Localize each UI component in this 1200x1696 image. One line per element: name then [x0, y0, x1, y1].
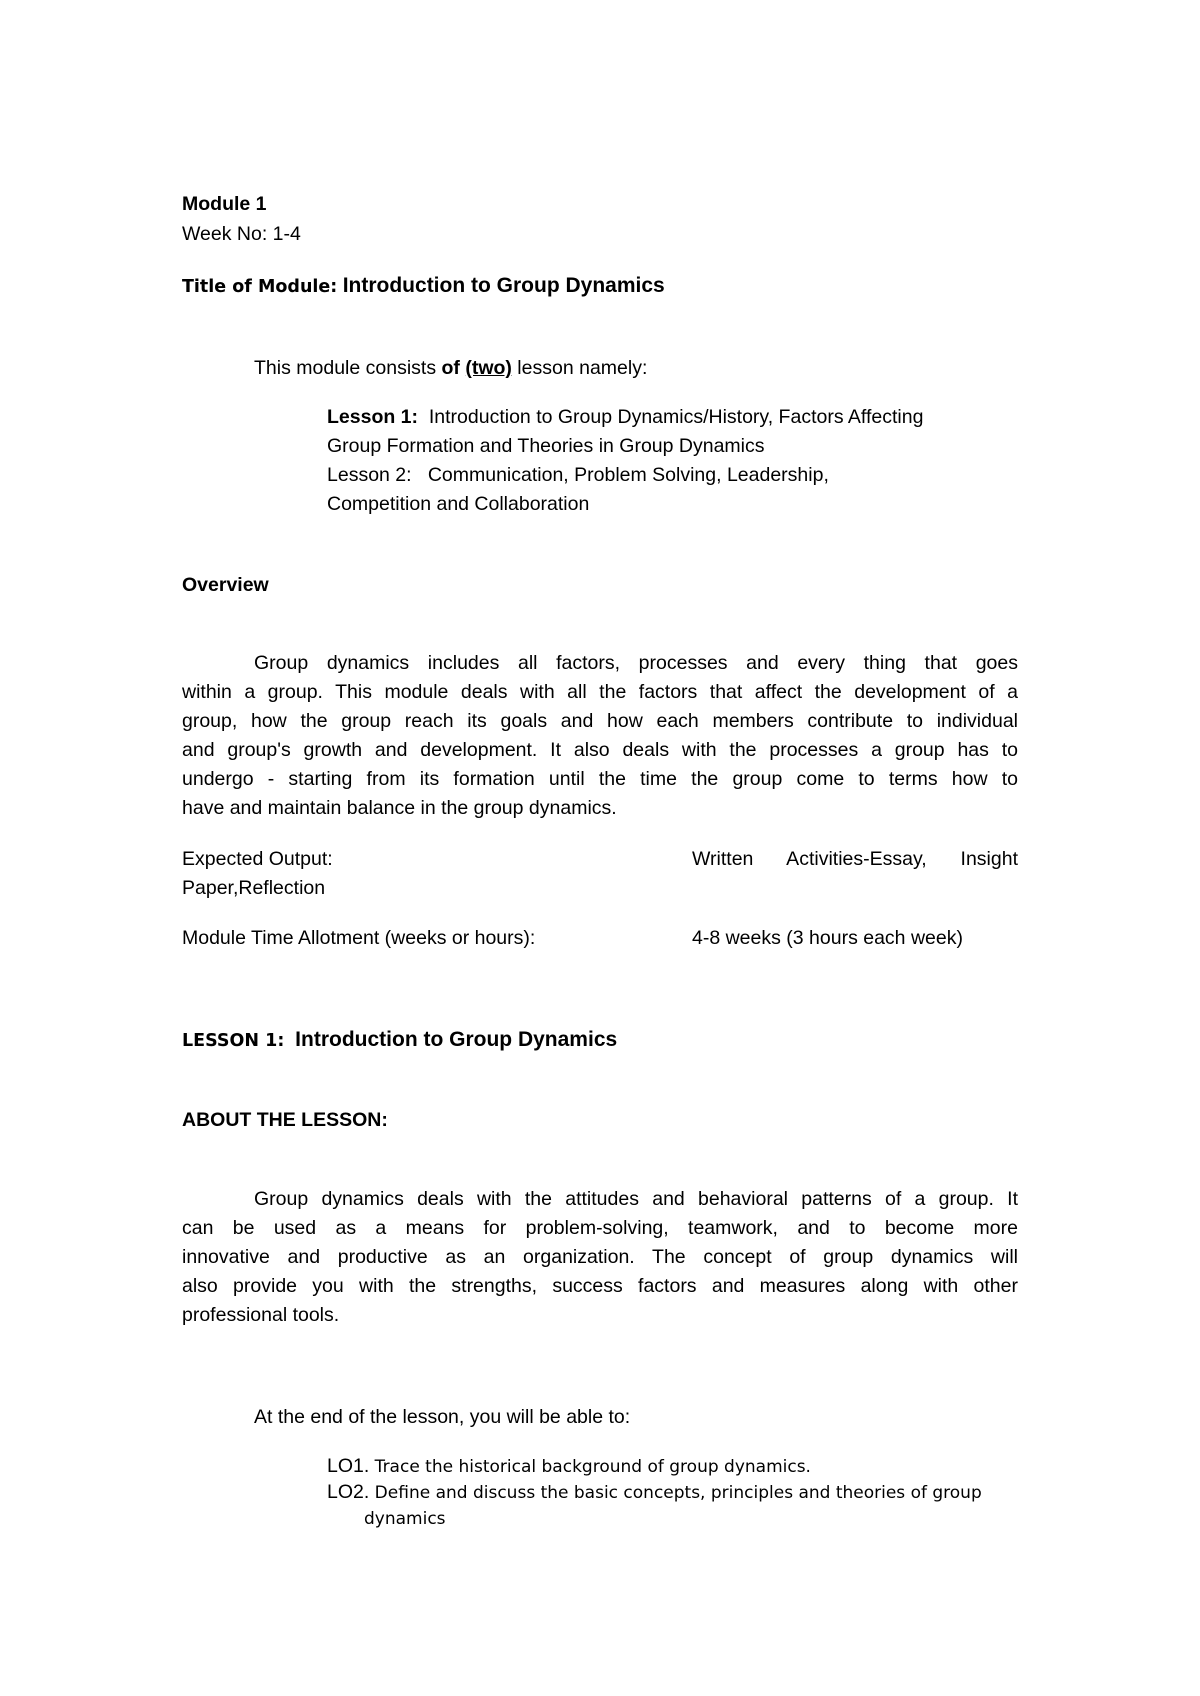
about-line: can be used as a means for problem-solving, teamwork, and to become more: [182, 1217, 1018, 1239]
week-number: Week No: 1-4: [182, 223, 301, 245]
expected-output-value-continued: Paper,Reflection: [182, 877, 326, 899]
lesson1-heading: [182, 1028, 617, 1052]
lesson2-list-item: [327, 464, 829, 487]
about-lesson-heading: ABOUT THE LESSON:: [182, 1109, 388, 1131]
objective-item: [327, 1455, 811, 1478]
overview-heading: Overview: [182, 574, 269, 596]
module-title-label: Title of Module:: [182, 277, 338, 297]
overview-paragraph: [182, 649, 1018, 823]
objective-item: [327, 1481, 982, 1504]
objective-text-continued: dynamics: [364, 1509, 446, 1529]
lesson1-list-item: [327, 406, 923, 429]
module-intro: This module consists of (two) lesson namely:: [254, 357, 648, 379]
overview-line: and group's growth and development. It also deals with the processes a group has to: [182, 739, 1018, 761]
time-allotment-label: Module Time Allotment (weeks or hours):: [182, 927, 536, 949]
about-line: Group dynamics deals with the attitudes and behavioral patterns of a group. It: [254, 1188, 1018, 1210]
overview-line: Group dynamics includes all factors, processes and every thing that goes: [254, 652, 1018, 674]
lesson1-heading-title: Introduction to Group Dynamics: [295, 1028, 618, 1051]
objective-code: LO2.: [327, 1481, 370, 1503]
time-allotment-value: 4-8 weeks (3 hours each week): [692, 927, 963, 949]
objective-code: LO1.: [327, 1455, 370, 1477]
about-line: innovative and productive as an organization. The concept of group dynamics will: [182, 1246, 1018, 1268]
lesson2-list-label: Lesson 2:: [327, 464, 412, 486]
about-line: also provide you with the strengths, success factors and measures along with other: [182, 1275, 1018, 1297]
objective-text: Define and discuss the basic concepts, principles and theories of group: [369, 1483, 982, 1503]
expected-output-label: Expected Output:: [182, 848, 333, 870]
overview-line: have and maintain balance in the group dynamics.: [182, 797, 617, 819]
overview-line: undergo - starting from its formation until the time the group come to terms how to: [182, 768, 1018, 790]
module-label: Module 1: [182, 193, 267, 215]
about-lesson-paragraph: [182, 1185, 1018, 1330]
intro-two: (two): [465, 357, 512, 379]
module-title-value: Introduction to Group Dynamics: [342, 274, 665, 297]
lesson1-list-text-continued: Group Formation and Theories in Group Dynamics: [327, 435, 765, 457]
lesson1-list-text: Introduction to Group Dynamics/History, Factors Affecting: [428, 406, 924, 428]
lesson2-list-text-continued: Competition and Collaboration: [327, 493, 590, 515]
lesson1-heading-label: LESSON 1:: [182, 1031, 285, 1051]
lesson2-list-text: Communication, Problem Solving, Leadership,: [427, 464, 829, 486]
objective-text: Trace the historical background of group dynamics.: [369, 1457, 811, 1477]
intro-of: of: [441, 357, 460, 379]
expected-output-value: Written Activities-Essay, Insight: [692, 848, 1018, 870]
overview-line: group, how the group reach its goals and how each members contribute to individual: [182, 710, 1018, 732]
about-line: professional tools.: [182, 1304, 340, 1326]
overview-line: within a group. This module deals with all the factors that affect the development of a: [182, 681, 1018, 703]
module-title: [182, 274, 665, 298]
objectives-intro: At the end of the lesson, you will be able to:: [254, 1406, 631, 1428]
lesson1-list-label: Lesson 1:: [327, 406, 419, 428]
